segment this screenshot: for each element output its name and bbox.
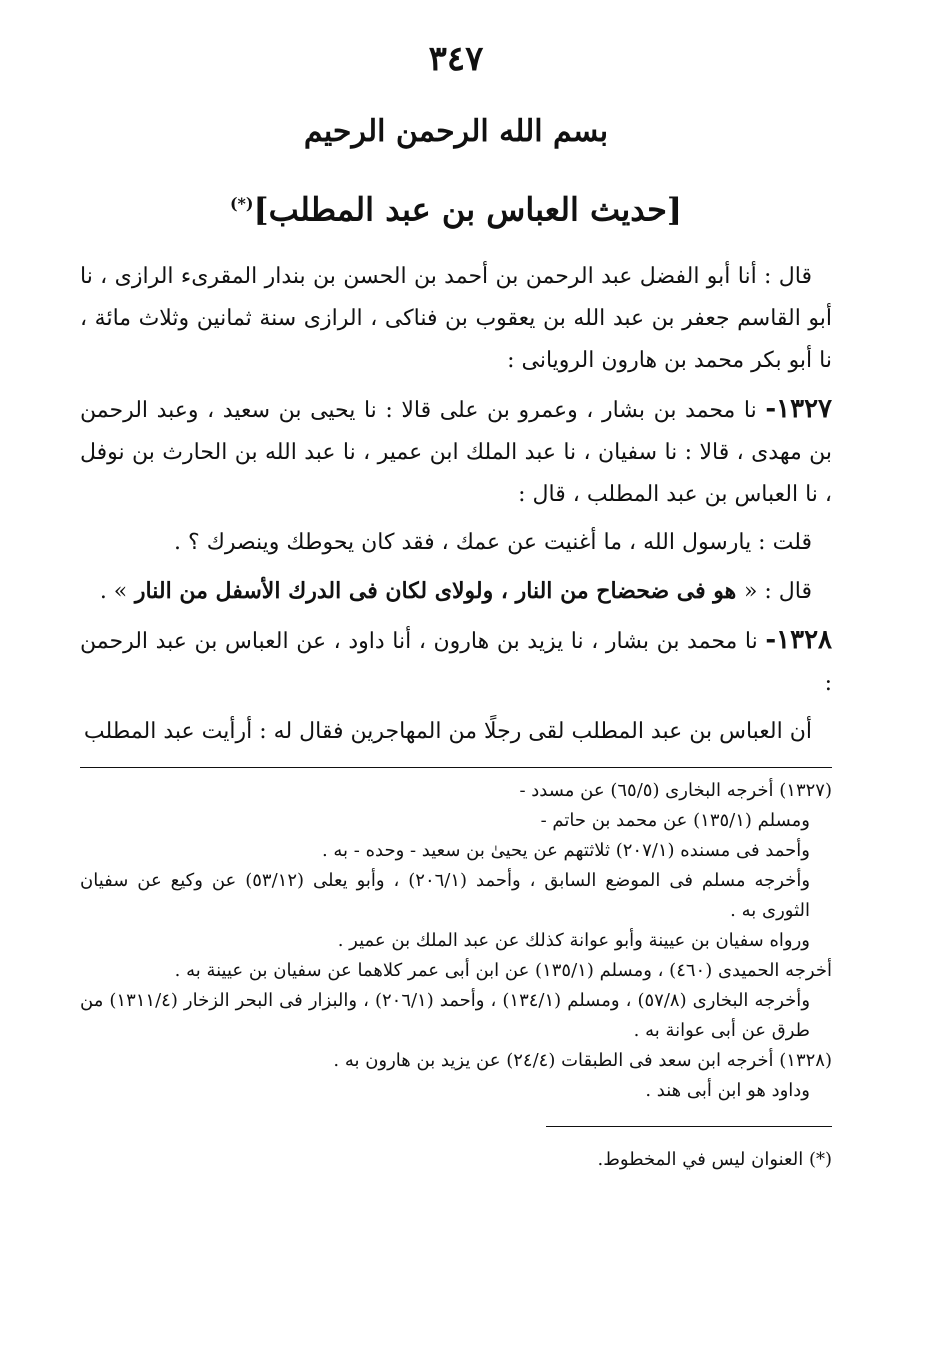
footnote-line: وداود هو ابن أبى هند . [645, 1080, 810, 1101]
hadith-1328-matn: أن العباس بن عبد المطلب لقى رجلًا من المهاجرين فقال له : أرأيت عبد المطلب [83, 719, 812, 744]
basmala-heading: بسم الله الرحمن الرحيم [303, 114, 609, 149]
hadith-1327-question: قلت : يارسول الله ، ما أغنيت عن عمك ، فقد كان يحوطك وينصرك ؟ . [174, 530, 812, 555]
footnote-line: ورواه سفيان بن عيينة وأبو عوانة كذلك عن عبد الملك بن عمير . [337, 930, 810, 951]
answer-suffix: » . [99, 579, 128, 604]
chapter-title-footnote-mark: (*) [229, 194, 254, 213]
hadith-1327-answer [80, 570, 832, 613]
footnote-line: وأخرجه البخارى (٥٧/٨) ، ومسلم (١٣٤/١) ، وأحمد (٢٠٦/١) ، والبزار فى البحر الزخار (١٣١١/٤) من طرق عن أبى عوانة به . [80, 990, 811, 1041]
hadith-1327-chain [80, 388, 832, 516]
footnote-line: وأخرجه مسلم فى الموضع السابق ، وأحمد (٢٠٦/١) ، وأبو يعلى (٥٣/١٢) عن وكيع عن سفيان الثورى به . [80, 870, 811, 921]
answer-quote: هو فى ضحضاح من النار ، ولولاى لكان فى الدرك الأسفل من النار [127, 578, 744, 604]
book-page [80, 30, 832, 1175]
hadith-1328-chain-text: نا محمد بن بشار ، نا يزيد بن هارون ، أنا داود ، عن العباس بن عبد الرحمن : [80, 629, 832, 696]
footnote-line: وأحمد فى مسنده (٢٠٧/١) ثلاثتهم عن يحيىٰ بن سعيد - وحده - به . [321, 840, 810, 861]
remark-divider [546, 1126, 832, 1127]
footnote-line: أخرجه الحميدى (٤٦٠) ، ومسلم (١٣٥/١) عن ابن أبى عمر كلاهما عن سفيان بن عيينة به . [174, 960, 832, 981]
footnotes [80, 776, 832, 1106]
footnote-line: (١٣٢٧) أخرجه البخارى (٦٥/٥) عن مسدد - [519, 780, 832, 801]
page-number: ٣٤٧ [428, 39, 484, 79]
chapter-title [80, 172, 832, 236]
isnad-intro: قال : أنا أبو الفضل عبد الرحمن بن أحمد بن الحسن بن بندار المقرىء الرازى ، نا أبو القاسم جعفر بن عبد الله بن يعقوب بن فناكى ، الرازى سنة ثمانين وثلاث مائة ، نا أبو بكر محمد بن هارون الرويانى : [80, 264, 832, 373]
main-text [80, 256, 832, 753]
chapter-title-text: [حديث العباس بن عبد المطلب] [253, 190, 683, 229]
hadith-1328-chain [80, 619, 832, 705]
footnote-divider [80, 767, 832, 768]
answer-prefix: قال : « [743, 579, 812, 604]
footnote-line: ومسلم (١٣٥/١) عن محمد بن حاتم - [540, 810, 810, 831]
editor-remark: (*) العنوان ليس في المخطوط. [597, 1149, 832, 1170]
hadith-1327-number: ١٣٢٧- [765, 394, 832, 424]
hadith-1327-chain-text: نا محمد بن بشار ، وعمرو بن على قالا : نا يحيى بن سعيد ، وعبد الرحمن بن مهدى ، قالا : نا سفيان ، نا عبد الملك ابن عمير ، نا عبد الله بن الحارث بن نوفل ، نا العباس بن عبد المطلب ، قال : [80, 398, 832, 507]
footnote-line: (١٣٢٨) أخرجه ابن سعد فى الطبقات (٢٤/٤) عن يزيد بن هارون به . [333, 1050, 832, 1071]
hadith-1328-number: ١٣٢٨- [765, 625, 832, 655]
